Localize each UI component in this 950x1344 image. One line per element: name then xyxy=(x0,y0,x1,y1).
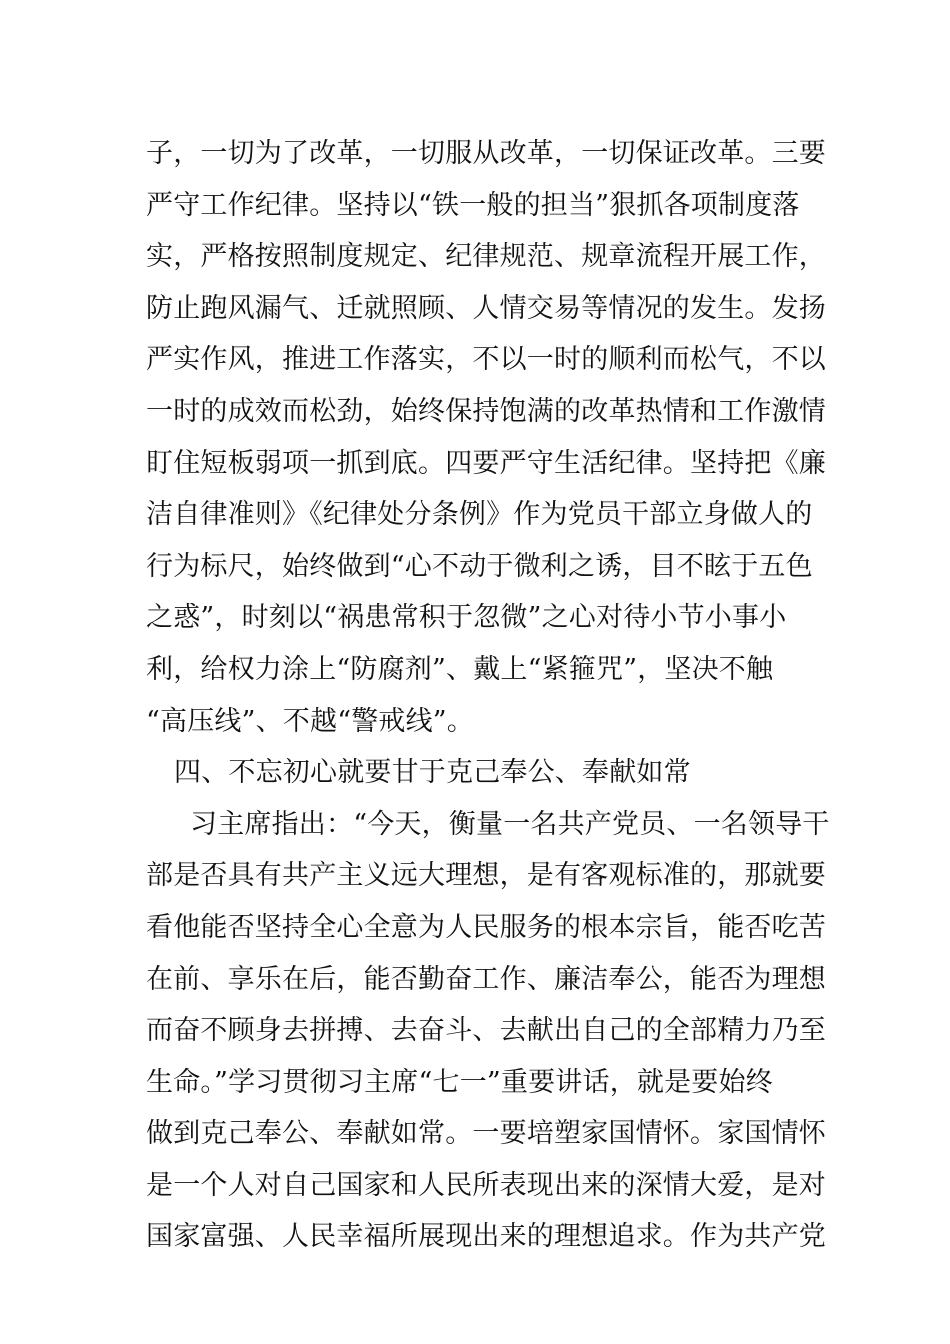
text-line: 洁自律准则》《纪律处分条例》作为党员干部立身做人的 xyxy=(146,499,813,531)
text-line: 严守工作纪律。坚持以“铁一般的担当”狠抓各项制度落 xyxy=(146,189,800,221)
text-line: 行为标尺，始终做到“心不动于微利之诱，目不眩于五色 xyxy=(146,550,813,582)
text-line: 是一个人对自己国家和人民所表现出来的深情大爱，是对 xyxy=(146,1169,826,1201)
text-line: 盯住短板弱项一抓到底。四要严守生活纪律。坚持把《廉 xyxy=(146,447,826,479)
text-line: 看他能否坚持全心全意为人民服务的根本宗旨，能否吃苦 xyxy=(146,911,826,943)
text-line: 做到克己奉公、奉献如常。一要培塑家国情怀。家国情怀 xyxy=(146,1118,826,1150)
text-line: 实，严格按照制度规定、纪律规范、规章流程开展工作， xyxy=(146,241,826,273)
text-line: 在前、享乐在后，能否勤奋工作、廉洁奉公，能否为理想 xyxy=(146,963,826,995)
text-line: 之惑”，时刻以“祸患常积于忽微”之心对待小节小事小 xyxy=(146,602,787,634)
text-line: 严实作风，推进工作落实，不以一时的顺利而松气，不以 xyxy=(146,344,826,376)
text-line: 子，一切为了改革，一切服从改革，一切保证改革。三要 xyxy=(146,138,826,169)
text-line: 防止跑风漏气、迁就照顾、人情交易等情况的发生。发扬 xyxy=(146,292,826,324)
text-line: 部是否具有共产主义远大理想，是有客观标准的，那就要 xyxy=(146,860,826,892)
paragraph-first-line: 习主席指出：“今天，衡量一名共产党员、一名领导干 xyxy=(190,808,830,840)
body-text xyxy=(146,128,830,1263)
text-line: 国家富强、人民幸福所展现出来的理想追求。作为共产党 xyxy=(146,1221,826,1253)
text-line: 一时的成效而松劲，始终保持饱满的改革热情和工作激情 xyxy=(146,395,826,427)
text-line: “高压线”、不越“警戒线”。 xyxy=(146,705,475,737)
text-line: 生命。”学习贯彻习主席“七一”重要讲话，就是要始终 xyxy=(146,1066,773,1098)
section-heading: 四、不忘初心就要甘于克己奉公、奉献如常 xyxy=(174,757,691,789)
text-line: 而奋不顾身去拼搏、去奋斗、去献出自己的全部精力乃至 xyxy=(146,1015,826,1047)
text-line: 利，给权力涂上“防腐剂”、戴上“紧箍咒”，坚决不触 xyxy=(146,653,774,685)
